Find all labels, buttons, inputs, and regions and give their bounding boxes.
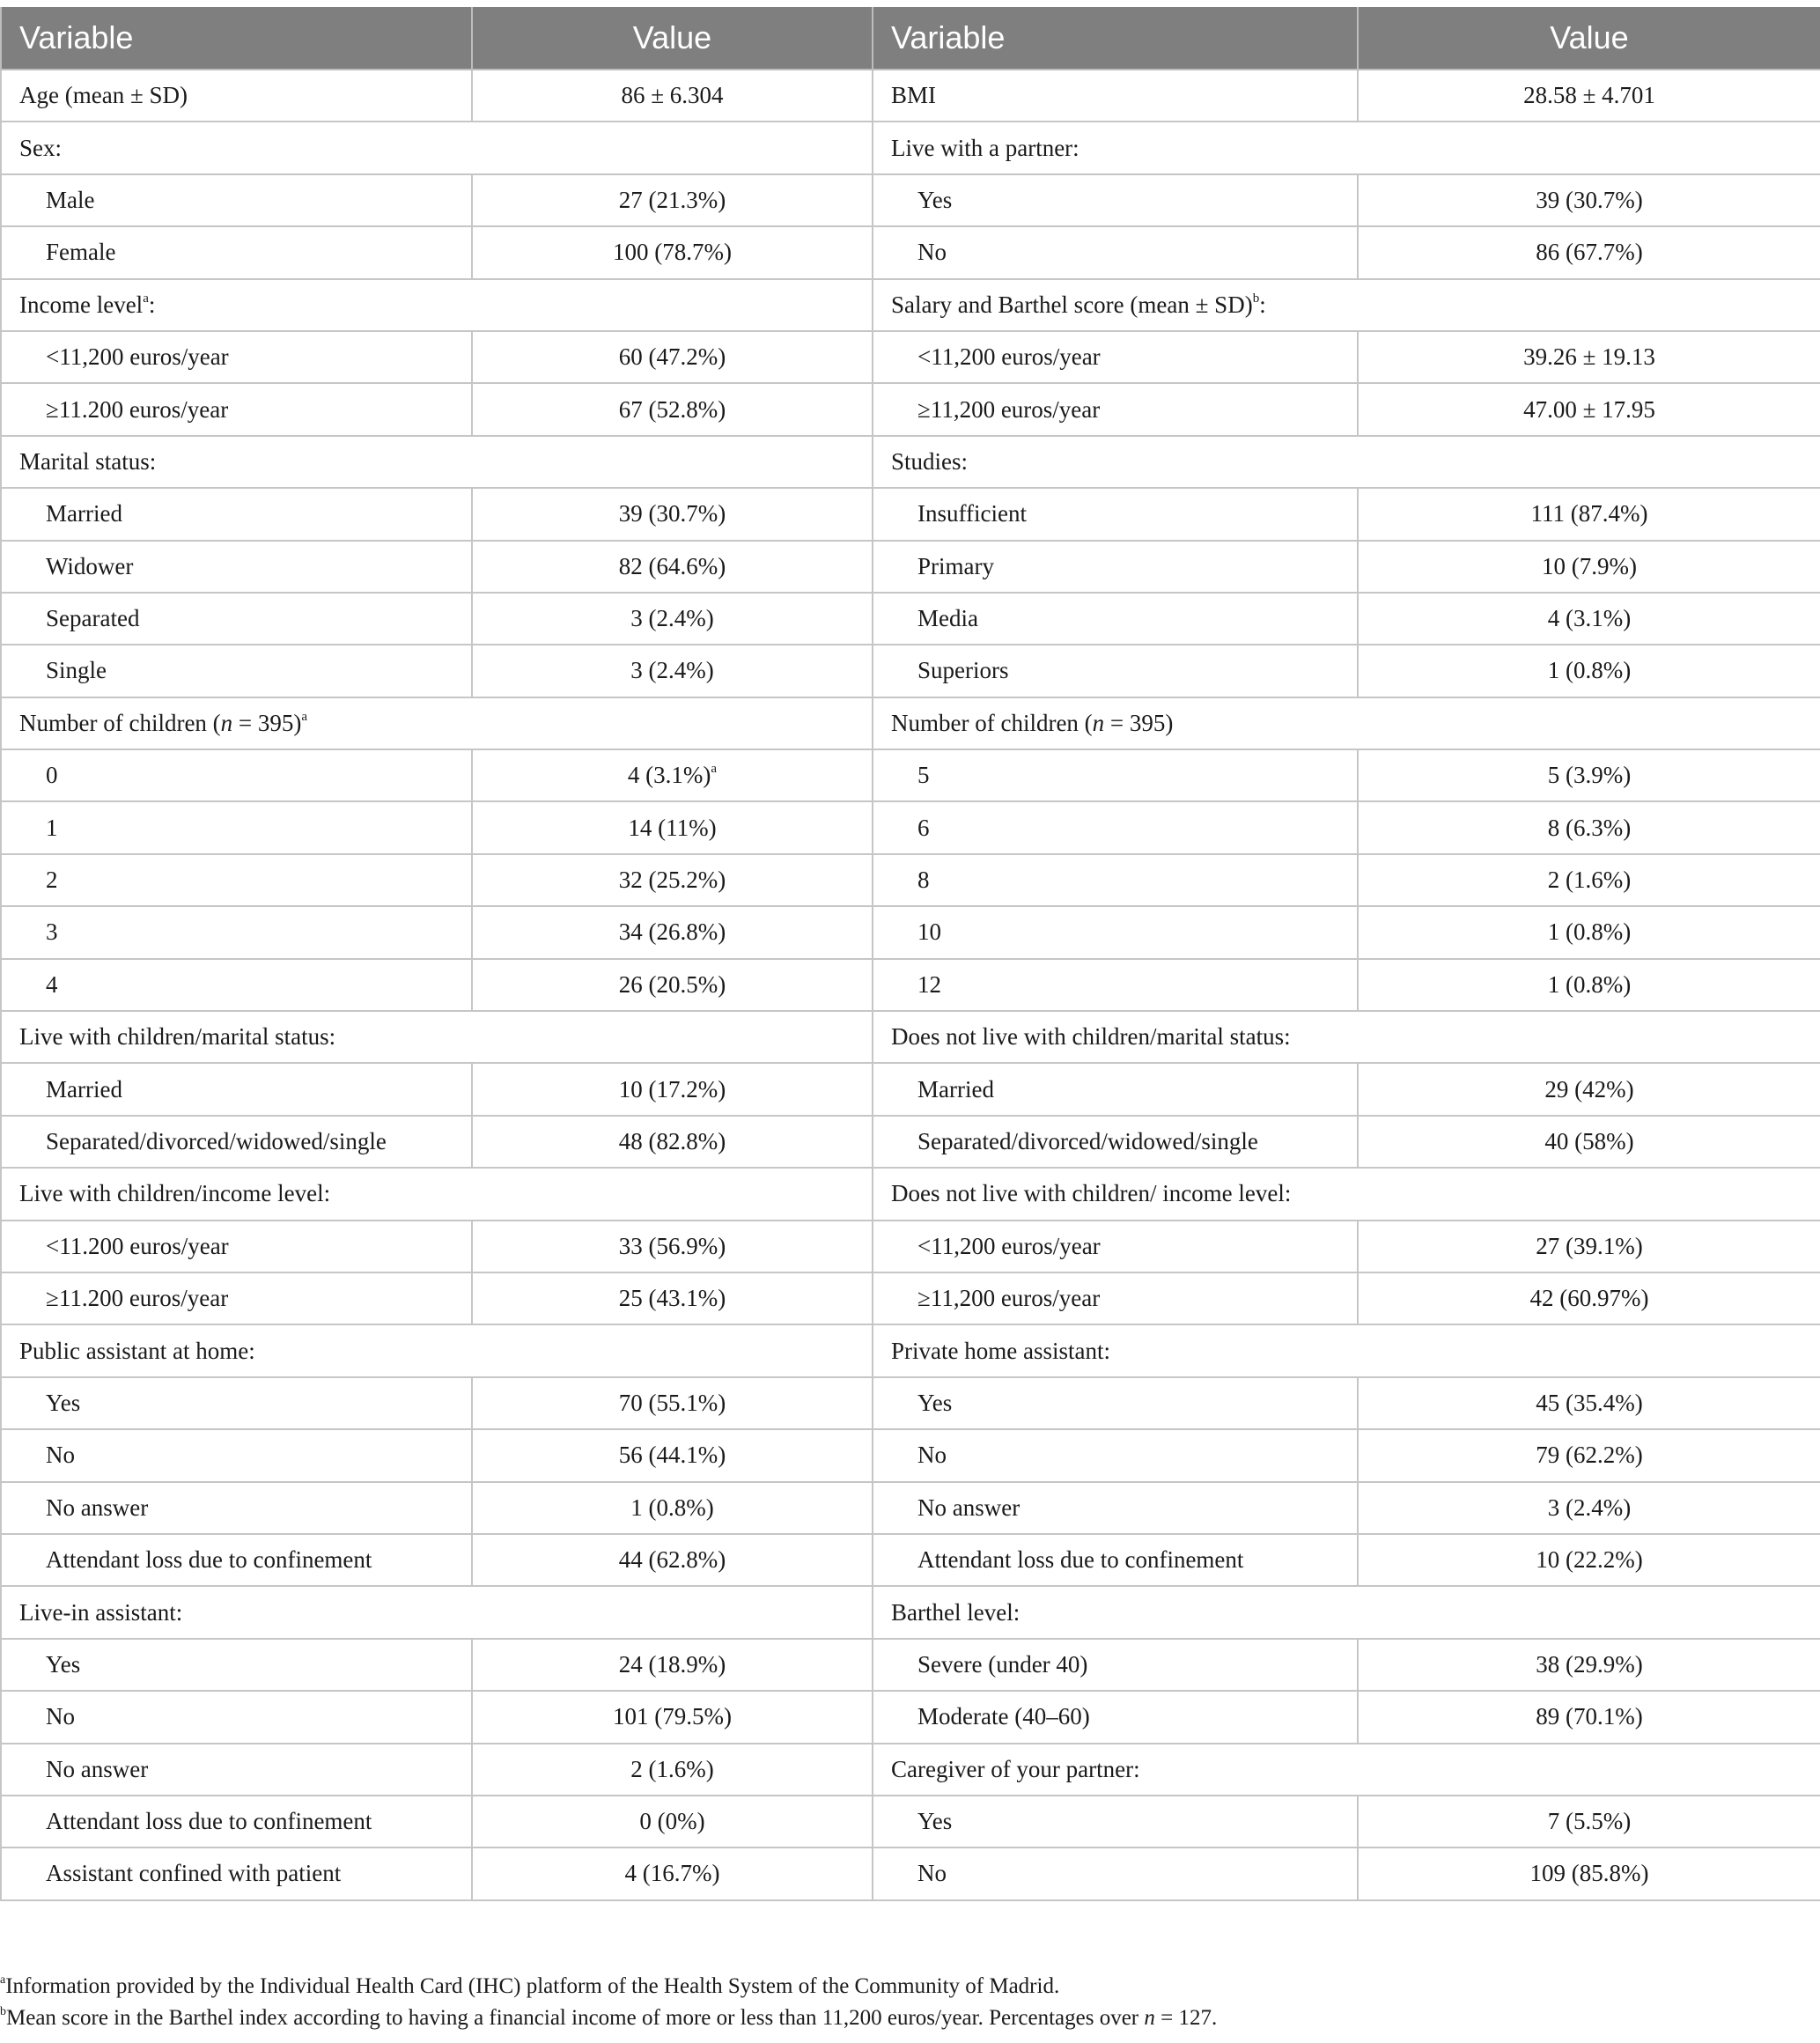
- header-variable-left: Variable: [1, 7, 472, 70]
- cell-label: Insufficient: [873, 488, 1358, 540]
- table-row: [1, 1324, 1820, 1376]
- cell-value: 1 (0.8%): [1358, 645, 1820, 697]
- cell-value: 42 (60.97%): [1358, 1272, 1820, 1324]
- cell-label: Yes: [1, 1377, 472, 1429]
- cell-value: 79 (62.2%): [1358, 1429, 1820, 1481]
- cell-label: 4: [1, 959, 472, 1011]
- table-row: [1, 174, 1820, 226]
- label-text: = 395): [1104, 709, 1174, 736]
- cell-label: Age (mean ± SD): [1, 70, 472, 122]
- footnote-marker: b: [1252, 291, 1260, 306]
- footnote-marker: a: [143, 291, 149, 306]
- footnote-marker: b: [0, 2004, 6, 2018]
- table-footnotes: [0, 1971, 1820, 2034]
- cell-value: 100 (78.7%): [472, 226, 873, 278]
- cell-value: 86 (67.7%): [1358, 226, 1820, 278]
- table-row: [1, 541, 1820, 593]
- income-label-text: Income level: [19, 291, 144, 318]
- table-row: [1, 488, 1820, 540]
- n-symbol: n: [1092, 709, 1105, 736]
- cell-value: 3 (2.4%): [1358, 1482, 1820, 1534]
- table-row: [1, 801, 1820, 853]
- cell-label: No: [873, 226, 1358, 278]
- cell-label: 8: [873, 854, 1358, 906]
- cell-value: 14 (11%): [472, 801, 873, 853]
- group-label: Private home assistant:: [873, 1324, 1820, 1376]
- table-row: [1, 1482, 1820, 1534]
- cell-label: Moderate (40–60): [873, 1691, 1358, 1743]
- cell-label: BMI: [873, 70, 1358, 122]
- group-label: Barthel level:: [873, 1586, 1820, 1638]
- table-row: [1, 1116, 1820, 1168]
- table-row: [1, 1744, 1820, 1796]
- cell-label: No answer: [1, 1482, 472, 1534]
- footnote-b: [0, 2002, 1820, 2034]
- cell-label: Widower: [1, 541, 472, 593]
- table-row: [1, 1011, 1820, 1063]
- cell-label: 6: [873, 801, 1358, 853]
- cell-label: No: [1, 1429, 472, 1481]
- cell-value: 2 (1.6%): [1358, 854, 1820, 906]
- cell-label: 0: [1, 749, 472, 801]
- table-row: [1, 959, 1820, 1011]
- group-label: Studies:: [873, 436, 1820, 488]
- cell-value: 1 (0.8%): [1358, 906, 1820, 958]
- cell-value: 1 (0.8%): [1358, 959, 1820, 1011]
- table-row: [1, 1586, 1820, 1638]
- cell-value: 111 (87.4%): [1358, 488, 1820, 540]
- table-row: [1, 331, 1820, 383]
- label-text: Number of children (: [891, 709, 1093, 736]
- colon: :: [148, 291, 156, 318]
- cell-label: Severe (under 40): [873, 1639, 1358, 1691]
- cell-label: No: [1, 1691, 472, 1743]
- group-label: Marital status:: [1, 436, 873, 488]
- cell-label: No answer: [873, 1482, 1358, 1534]
- cell-label: Married: [1, 1063, 472, 1115]
- cell-label: Superiors: [873, 645, 1358, 697]
- cell-value: 39 (30.7%): [472, 488, 873, 540]
- table-row: [1, 436, 1820, 488]
- cell-value: 86 ± 6.304: [472, 70, 873, 122]
- cell-value: 47.00 ± 17.95: [1358, 383, 1820, 435]
- header-value-left: Value: [472, 7, 873, 70]
- label-text: Number of children (: [19, 709, 221, 736]
- cell-value: 27 (21.3%): [472, 174, 873, 226]
- cell-label: Married: [873, 1063, 1358, 1115]
- cell-label: ≥11,200 euros/year: [873, 1272, 1358, 1324]
- group-label: [873, 697, 1820, 749]
- cell-label: Single: [1, 645, 472, 697]
- cell-value: 26 (20.5%): [472, 959, 873, 1011]
- cell-value: 38 (29.9%): [1358, 1639, 1820, 1691]
- cell-label: Separated/divorced/widowed/single: [873, 1116, 1358, 1168]
- cell-label: No: [873, 1429, 1358, 1481]
- cell-label: Female: [1, 226, 472, 278]
- cell-value: 10 (22.2%): [1358, 1534, 1820, 1586]
- cell-value: 2 (1.6%): [472, 1744, 873, 1796]
- group-label: Does not live with children/ income level:: [873, 1168, 1820, 1220]
- cell-value: 82 (64.6%): [472, 541, 873, 593]
- header-value-right: Value: [1358, 7, 1820, 70]
- cell-value: 40 (58%): [1358, 1116, 1820, 1168]
- cell-label: <11,200 euros/year: [873, 1221, 1358, 1272]
- table-row: [1, 1063, 1820, 1115]
- cell-value: 45 (35.4%): [1358, 1377, 1820, 1429]
- group-label: [1, 279, 873, 331]
- group-label: Public assistant at home:: [1, 1324, 873, 1376]
- table-row: [1, 854, 1820, 906]
- table-row: [1, 1848, 1820, 1899]
- group-label: Live-in assistant:: [1, 1586, 873, 1638]
- table-row: [1, 226, 1820, 278]
- cell-label: 1: [1, 801, 472, 853]
- cell-label: Attendant loss due to confinement: [1, 1534, 472, 1586]
- cell-value: [472, 749, 873, 801]
- group-label: Live with a partner:: [873, 122, 1820, 173]
- table-row: [1, 122, 1820, 173]
- footnote-text: Mean score in the Barthel index according to having a financial income of more or less than 11,200 euros/year. Percentages over: [6, 2006, 1145, 2030]
- table-row: [1, 593, 1820, 645]
- table-row: [1, 1377, 1820, 1429]
- footnote-marker: a: [0, 1973, 6, 1987]
- table-row: [1, 1691, 1820, 1743]
- cell-value: 60 (47.2%): [472, 331, 873, 383]
- table-row: [1, 697, 1820, 749]
- value-text: 4 (3.1%): [627, 762, 711, 789]
- cell-value: 28.58 ± 4.701: [1358, 70, 1820, 122]
- cell-label: 5: [873, 749, 1358, 801]
- cell-label: Assistant confined with patient: [1, 1848, 472, 1899]
- cell-value: 34 (26.8%): [472, 906, 873, 958]
- cell-value: 10 (7.9%): [1358, 541, 1820, 593]
- footnote-a: [0, 1971, 1820, 2002]
- table-row: [1, 1272, 1820, 1324]
- table-container: [0, 7, 1820, 1901]
- cell-value: 109 (85.8%): [1358, 1848, 1820, 1899]
- table-row: [1, 645, 1820, 697]
- group-label: Live with children/marital status:: [1, 1011, 873, 1063]
- cell-label: <11,200 euros/year: [873, 331, 1358, 383]
- group-label: Live with children/income level:: [1, 1168, 873, 1220]
- cell-value: 10 (17.2%): [472, 1063, 873, 1115]
- table-row: [1, 1796, 1820, 1848]
- cell-label: Separated: [1, 593, 472, 645]
- table-row: [1, 1429, 1820, 1481]
- cell-label: Attendant loss due to confinement: [873, 1534, 1358, 1586]
- header-variable-right: Variable: [873, 7, 1358, 70]
- cell-value: 29 (42%): [1358, 1063, 1820, 1115]
- cell-value: 67 (52.8%): [472, 383, 873, 435]
- table-row: [1, 70, 1820, 122]
- table-row: [1, 1639, 1820, 1691]
- table-row: [1, 1168, 1820, 1220]
- cell-label: Yes: [1, 1639, 472, 1691]
- cell-value: 39.26 ± 19.13: [1358, 331, 1820, 383]
- footnote-marker: a: [301, 709, 308, 724]
- demographics-table: [0, 7, 1820, 1901]
- cell-label: ≥11.200 euros/year: [1, 383, 472, 435]
- cell-label: ≥11.200 euros/year: [1, 1272, 472, 1324]
- cell-label: No: [873, 1848, 1358, 1899]
- cell-label: Primary: [873, 541, 1358, 593]
- cell-value: 25 (43.1%): [472, 1272, 873, 1324]
- cell-value: 89 (70.1%): [1358, 1691, 1820, 1743]
- cell-label: No answer: [1, 1744, 472, 1796]
- cell-label: Yes: [873, 1377, 1358, 1429]
- salary-label-text: Salary and Barthel score (mean ± SD): [891, 291, 1253, 318]
- cell-label: Yes: [873, 1796, 1358, 1848]
- cell-value: 44 (62.8%): [472, 1534, 873, 1586]
- cell-value: 1 (0.8%): [472, 1482, 873, 1534]
- cell-value: 3 (2.4%): [472, 593, 873, 645]
- group-label: [873, 279, 1820, 331]
- cell-label: 3: [1, 906, 472, 958]
- cell-label: <11.200 euros/year: [1, 1221, 472, 1272]
- table-header-row: [1, 7, 1820, 70]
- cell-value: 24 (18.9%): [472, 1639, 873, 1691]
- group-label: [1, 697, 873, 749]
- cell-value: 4 (3.1%): [1358, 593, 1820, 645]
- cell-value: 4 (16.7%): [472, 1848, 873, 1899]
- cell-label: 10: [873, 906, 1358, 958]
- group-label: Sex:: [1, 122, 873, 173]
- cell-label: Married: [1, 488, 472, 540]
- cell-value: 0 (0%): [472, 1796, 873, 1848]
- n-symbol: n: [1144, 2006, 1155, 2030]
- cell-value: 33 (56.9%): [472, 1221, 873, 1272]
- n-symbol: n: [220, 709, 233, 736]
- footnote-text: = 127.: [1154, 2006, 1218, 2030]
- table-row: [1, 749, 1820, 801]
- cell-value: 70 (55.1%): [472, 1377, 873, 1429]
- footnote-text: Information provided by the Individual Health Card (IHC) platform of the Health System of the Community of Madrid.: [5, 1974, 1060, 1998]
- group-label: Caregiver of your partner:: [873, 1744, 1820, 1796]
- cell-value: 39 (30.7%): [1358, 174, 1820, 226]
- group-label: Does not live with children/marital status:: [873, 1011, 1820, 1063]
- footnote-marker: a: [711, 762, 718, 777]
- table-row: [1, 383, 1820, 435]
- cell-value: 56 (44.1%): [472, 1429, 873, 1481]
- cell-label: Separated/divorced/widowed/single: [1, 1116, 472, 1168]
- cell-value: 3 (2.4%): [472, 645, 873, 697]
- cell-label: 12: [873, 959, 1358, 1011]
- cell-label: <11,200 euros/year: [1, 331, 472, 383]
- cell-label: Male: [1, 174, 472, 226]
- cell-value: 5 (3.9%): [1358, 749, 1820, 801]
- cell-label: Yes: [873, 174, 1358, 226]
- cell-value: 7 (5.5%): [1358, 1796, 1820, 1848]
- cell-value: 32 (25.2%): [472, 854, 873, 906]
- cell-label: ≥11,200 euros/year: [873, 383, 1358, 435]
- table-row: [1, 906, 1820, 958]
- cell-value: 8 (6.3%): [1358, 801, 1820, 853]
- table-row: [1, 279, 1820, 331]
- cell-label: 2: [1, 854, 472, 906]
- cell-value: 48 (82.8%): [472, 1116, 873, 1168]
- cell-value: 101 (79.5%): [472, 1691, 873, 1743]
- table-row: [1, 1534, 1820, 1586]
- table-row: [1, 1221, 1820, 1272]
- label-text: = 395): [232, 709, 302, 736]
- cell-label: Attendant loss due to confinement: [1, 1796, 472, 1848]
- colon: :: [1259, 291, 1266, 318]
- cell-label: Media: [873, 593, 1358, 645]
- cell-value: 27 (39.1%): [1358, 1221, 1820, 1272]
